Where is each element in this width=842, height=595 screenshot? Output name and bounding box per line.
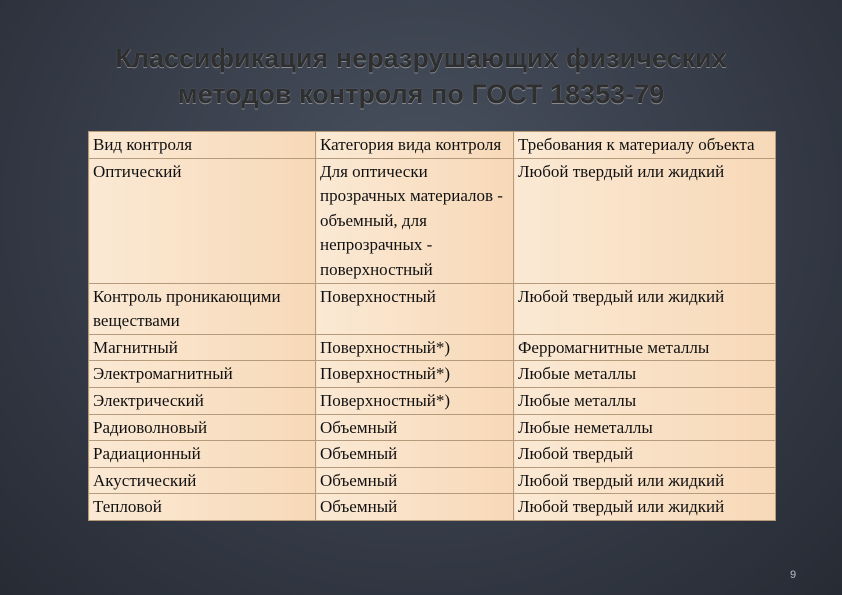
cell-category: Объемный: [316, 467, 514, 494]
header-cell-type: Вид контроля: [89, 132, 316, 159]
cell-requirements: Любые металлы: [514, 387, 776, 414]
cell-category: Для оптически прозрачных материалов - объемный, для непрозрачных - поверхностный: [316, 158, 514, 283]
cell-category: Объемный: [316, 414, 514, 441]
cell-requirements: Ферромагнитные металлы: [514, 334, 776, 361]
cell-type: Радиоволновый: [89, 414, 316, 441]
cell-type: Электрический: [89, 387, 316, 414]
cell-requirements: Любой твердый или жидкий: [514, 158, 776, 283]
cell-requirements: Любой твердый или жидкий: [514, 283, 776, 334]
cell-category: Поверхностный: [316, 283, 514, 334]
header-cell-category: Категория вида контроля: [316, 132, 514, 159]
cell-category: Поверхностный*): [316, 387, 514, 414]
cell-requirements: Любой твердый: [514, 441, 776, 468]
table-row: [89, 387, 776, 414]
header-cell-requirements: Требования к материалу объекта: [514, 132, 776, 159]
page-number: 9: [790, 569, 797, 581]
cell-requirements: Любые металлы: [514, 361, 776, 388]
cell-type: Магнитный: [89, 334, 316, 361]
cell-type: Акустический: [89, 467, 316, 494]
slide-title-line-2: методов контроля по ГОСТ 18353-79: [177, 79, 665, 109]
cell-type: Контроль проникающими веществами: [89, 283, 316, 334]
cell-requirements: Любой твердый или жидкий: [514, 467, 776, 494]
cell-requirements: Любой твердый или жидкий: [514, 494, 776, 521]
cell-category: Поверхностный*): [316, 361, 514, 388]
table-row: [89, 361, 776, 388]
table-row: [89, 334, 776, 361]
cell-category: Объемный: [316, 494, 514, 521]
cell-type: Электромагнитный: [89, 361, 316, 388]
table-row: [89, 467, 776, 494]
table-row: [89, 494, 776, 521]
classification-table: [88, 131, 776, 521]
table-row: [89, 158, 776, 283]
cell-category: Объемный: [316, 441, 514, 468]
cell-requirements: Любые неметаллы: [514, 414, 776, 441]
cell-type: Тепловой: [89, 494, 316, 521]
table-header-row: [89, 132, 776, 159]
cell-type: Оптический: [89, 158, 316, 283]
cell-category: Поверхностный*): [316, 334, 514, 361]
table-row: [89, 441, 776, 468]
cell-type: Радиационный: [89, 441, 316, 468]
table-row: [89, 283, 776, 334]
slide-title-line-1: Классификация неразрушающих физических: [115, 43, 727, 73]
table-row: [89, 414, 776, 441]
slide-title: [0, 40, 842, 112]
